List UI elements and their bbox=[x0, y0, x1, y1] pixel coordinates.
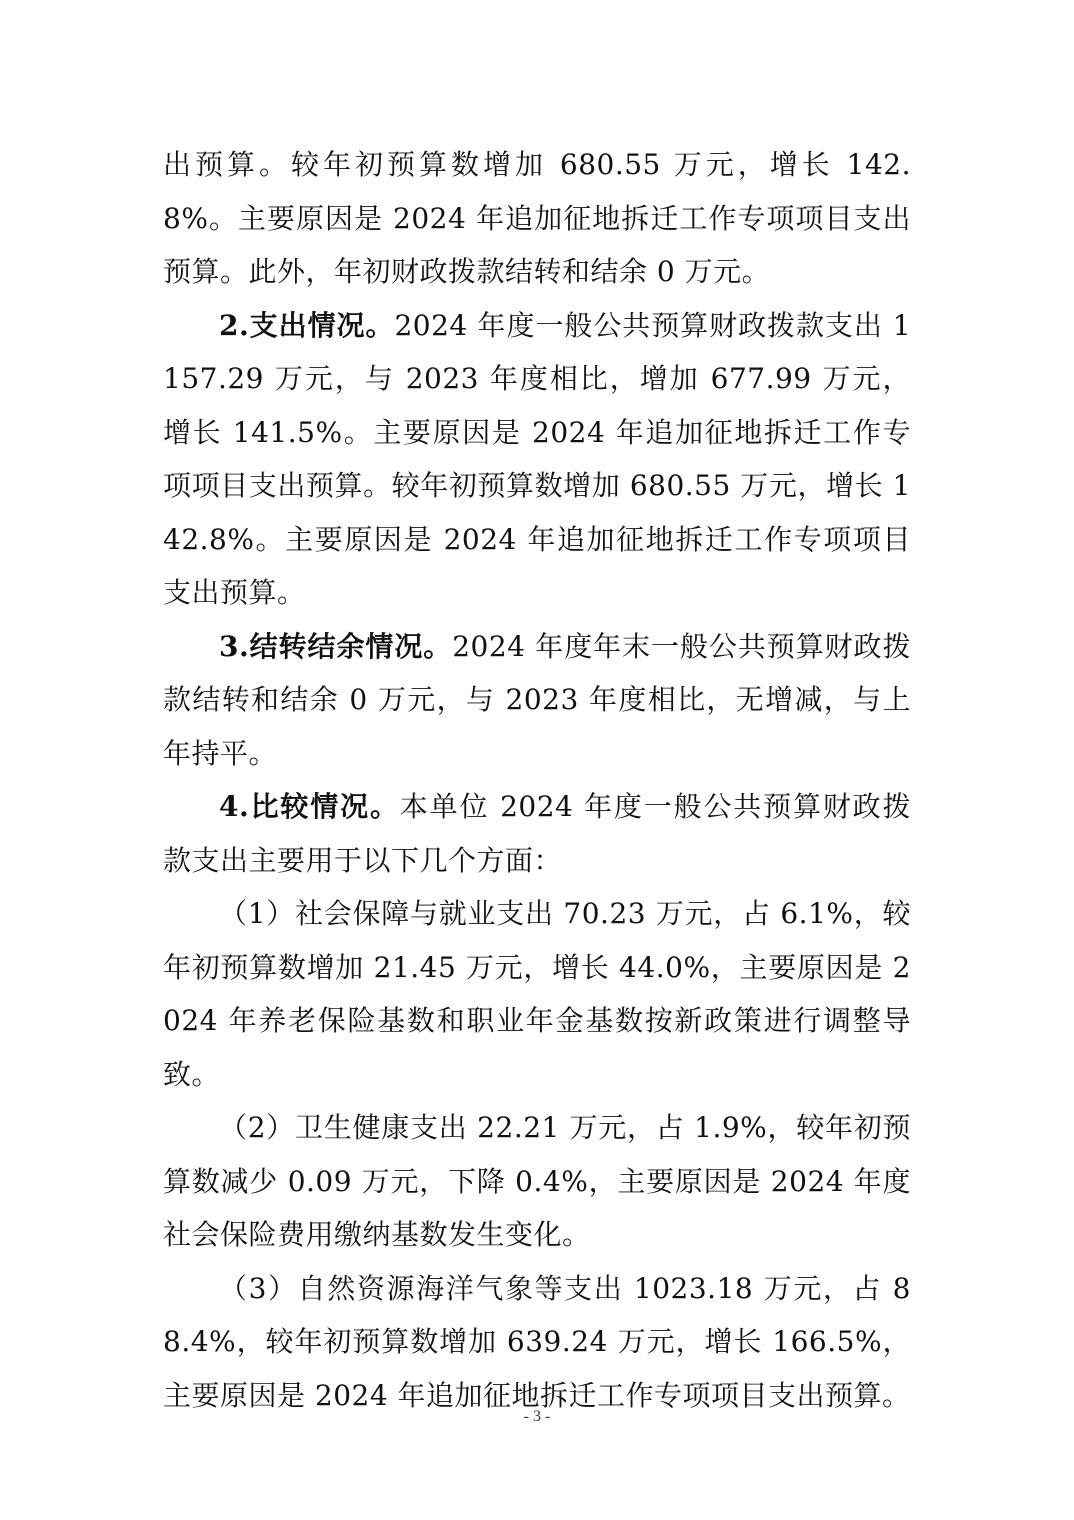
paragraph-body: 2024 年度年末一般公共预算财政拨款结转和结余 0 万元，与 2023 年度相比，无增减，与上年持平。 bbox=[163, 629, 911, 770]
paragraph-continuation bbox=[163, 138, 911, 299]
paragraph-body: 本单位 2024 年度一般公共预算财政拨款支出主要用于以下几个方面： bbox=[163, 790, 912, 877]
paragraph-heading: 2.支出情况。 bbox=[219, 308, 395, 342]
document-page bbox=[163, 138, 911, 1422]
paragraph-carryover bbox=[163, 620, 911, 781]
paragraph-body: （3）自然资源海洋气象等支出 1023.18 万元，占 88.4%，较年初预算数增加 639.24 万元，增长 166.5%，主要原因是 2024 年追加征地拆迁工作专项项目支出预算。 bbox=[163, 1271, 911, 1412]
paragraph-body: （1）社会保障与就业支出 70.23 万元，占 6.1%，较年初预算数增加 21.45 万元，增长 44.0%，主要原因是 2024 年养老保险基数和职业年金基数按新政策进行调整导致。 bbox=[163, 897, 911, 1091]
paragraph-heading: 4.比较情况。 bbox=[219, 790, 400, 823]
paragraph-heading: 3.结转结余情况。 bbox=[219, 629, 453, 663]
paragraph-comparison bbox=[163, 780, 911, 887]
paragraph-item-health bbox=[163, 1101, 911, 1262]
paragraph-item-natural-resources bbox=[163, 1262, 911, 1423]
paragraph-body: （2）卫生健康支出 22.21 万元，占 1.9%，较年初预算数减少 0.09 万元，下降 0.4%，主要原因是 2024 年度社会保险费用缴纳基数发生变化。 bbox=[163, 1111, 911, 1251]
paragraph-body: 出预算。较年初预算数增加 680.55 万元，增长 142.8%。主要原因是 2024 年追加征地拆迁工作专项项目支出预算。此外，年初财政拨款结转和结余 0 万元。 bbox=[163, 148, 911, 288]
paragraph-item-social-security bbox=[163, 887, 911, 1101]
paragraph-expenditure bbox=[163, 299, 911, 620]
paragraph-body: 2024 年度一般公共预算财政拨款支出 1157.29 万元，与 2023 年度相比，增加 677.99 万元，增长 141.5%。主要原因是 2024 年追加征地拆迁工作专项项目支出预算。较年初预算数增加 680.55 万元，增长 142.8%。主要原因是 2024 年追加征地拆迁工作专项项目支出预算。 bbox=[163, 308, 912, 609]
page-number: - 3 - bbox=[523, 1408, 551, 1425]
